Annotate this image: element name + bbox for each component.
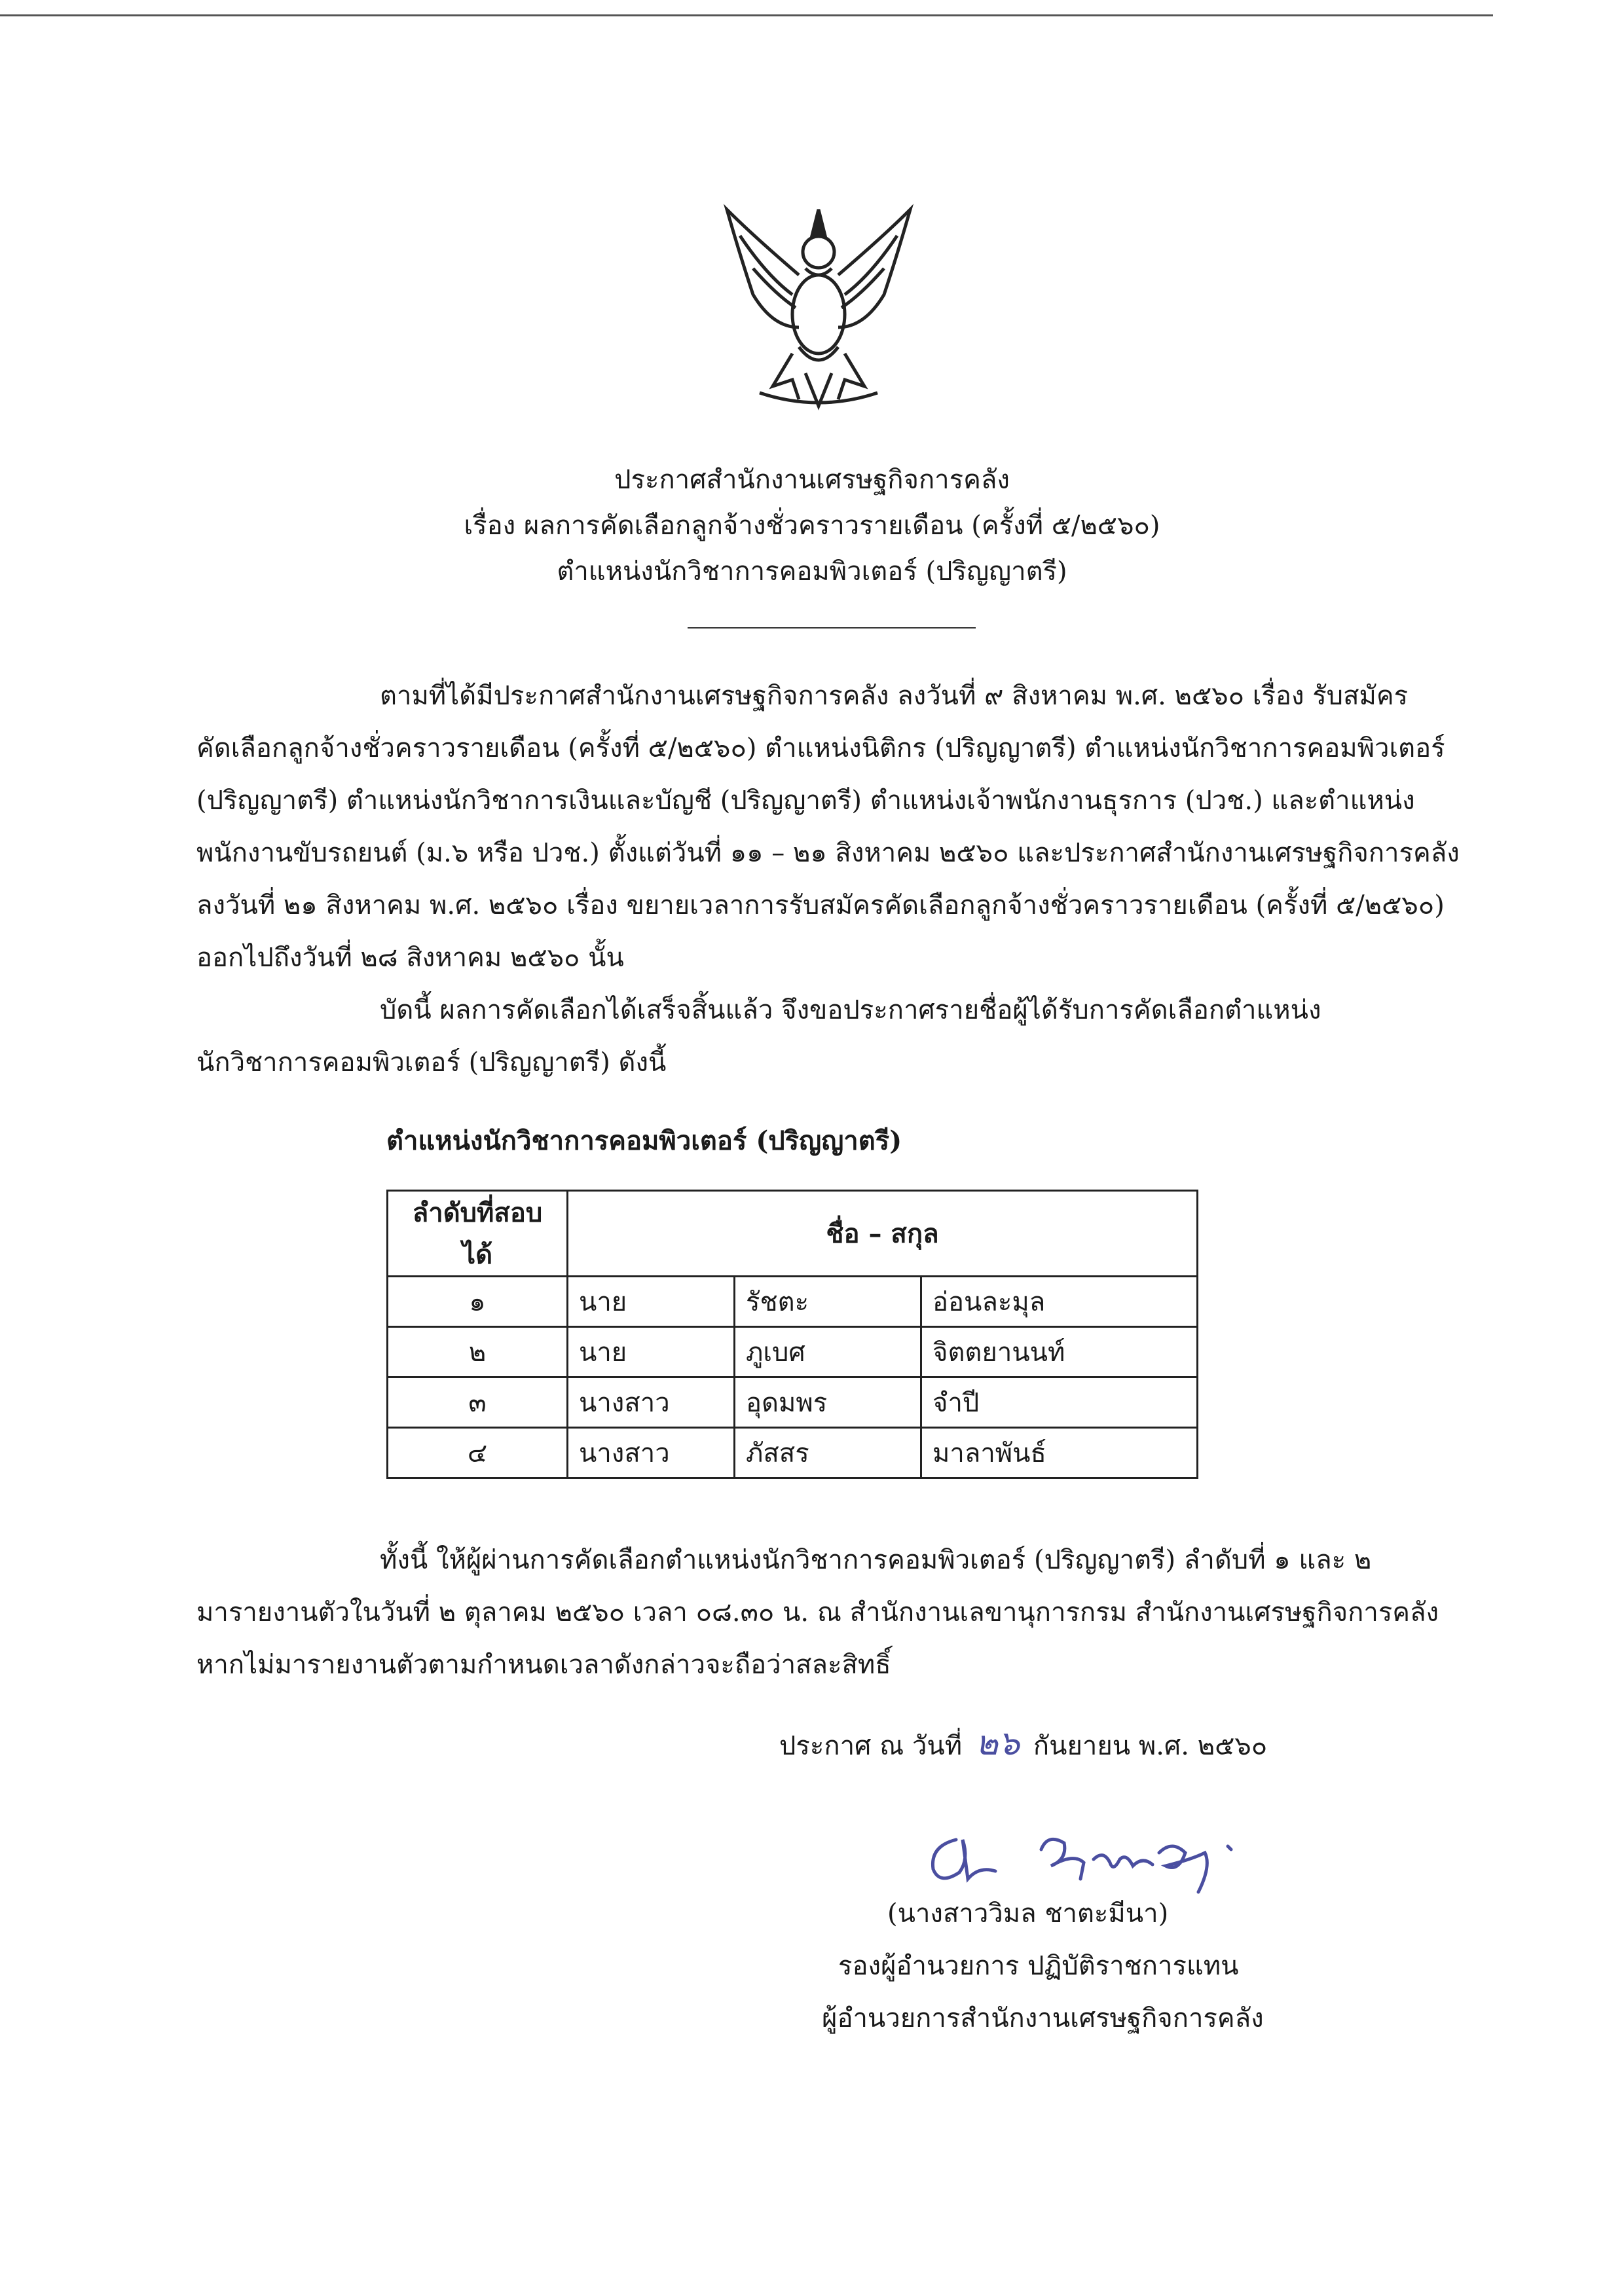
signer-title-1: รองผู้อำนวยการ ปฏิบัติราชการแทน (838, 1951, 1239, 1981)
announce-prefix: ประกาศ ณ วันที่ (779, 1731, 963, 1761)
paragraph-1-line-2: คัดเลือกลูกจ้างชั่วคราวรายเดือน (ครั้งที่ ๕/๒๕๖๐) ตำแหน่งนิติกร (ปริญญาตรี) ตำแหน่งนักวิชาการคอมพิวเตอร์ (196, 733, 1445, 763)
paragraph-3-line-2: มารายงานตัวในวันที่ ๒ ตุลาคม ๒๕๖๐ เวลา ๐๘.๓๐ น. ณ สำนักงานเลขานุการกรม สำนักงานเศรษฐกิจการคลัง (196, 1597, 1439, 1628)
announcement-title: ประกาศสำนักงานเศรษฐกิจการคลัง (614, 465, 1010, 495)
position-line: ตำแหน่งนักวิชาการคอมพิวเตอร์ (ปริญญาตรี) (557, 556, 1067, 587)
last-name-cell: จิตตยานนท์ (921, 1327, 1198, 1377)
header-name: ชื่อ – สกุล (568, 1191, 1198, 1277)
table-row (388, 1327, 1198, 1377)
position-heading: ตำแหน่งนักวิชาการคอมพิวเตอร์ (ปริญญาตรี) (386, 1125, 902, 1156)
paragraph-1-line-6: ออกไปถึงวันที่ ๒๘ สิงหาคม ๒๕๖๐ นั้น (196, 943, 624, 973)
rank-cell: ๓ (388, 1377, 568, 1428)
header-divider (688, 627, 976, 629)
table-row (388, 1428, 1198, 1478)
table-row (388, 1377, 1198, 1428)
garuda-emblem-icon (714, 196, 923, 412)
paragraph-2-line-1: บัดนี้ ผลการคัดเลือกได้เสร็จสิ้นแล้ว จึงขอประกาศรายชื่อผู้ได้รับการคัดเลือกตำแหน่ง (380, 995, 1321, 1025)
paragraph-1-line-3: (ปริญญาตรี) ตำแหน่งนักวิชาการเงินและบัญชี (ปริญญาตรี) ตำแหน่งเจ้าพนักงานธุรการ (ปวช.) และตำแหน่ง (196, 786, 1415, 816)
announce-suffix: กันยายน พ.ศ. ๒๕๖๐ (1033, 1731, 1268, 1761)
signature-mark (917, 1813, 1257, 1899)
first-name-cell: รัชตะ (735, 1277, 921, 1327)
paragraph-1-line-5: ลงวันที่ ๒๑ สิงหาคม พ.ศ. ๒๕๖๐ เรื่อง ขยายเวลาการรับสมัครคัดเลือกลูกจ้างชั่วคราวรายเดือน (ครั้งที่ ๕/๒๕๖๐) (196, 890, 1445, 920)
title-cell: นางสาว (568, 1377, 735, 1428)
last-name-cell: จำปี (921, 1377, 1198, 1428)
subject-line: เรื่อง ผลการคัดเลือกลูกจ้างชั่วคราวรายเดือน (ครั้งที่ ๕/๒๕๖๐) (464, 511, 1160, 541)
last-name-cell: อ่อนละมุล (921, 1277, 1198, 1327)
table-row (388, 1277, 1198, 1327)
signer-name: (นางสาววิมล ชาตะมีนา) (887, 1899, 1169, 1929)
signer-title-2: ผู้อำนวยการสำนักงานเศรษฐกิจการคลัง (822, 2003, 1264, 2033)
paragraph-3-line-3: หากไม่มารายงานตัวตามกำหนดเวลาดังกล่าวจะถือว่าสละสิทธิ์ (196, 1650, 891, 1680)
paragraph-3-line-1: ทั้งนี้ ให้ผู้ผ่านการคัดเลือกตำแหน่งนักวิชาการคอมพิวเตอร์ (ปริญญาตรี) ลำดับที่ ๑ และ ๒ (380, 1545, 1372, 1575)
top-rule (0, 14, 1493, 16)
rank-cell: ๑ (388, 1277, 568, 1327)
paragraph-1-line-1: ตามที่ได้มีประกาศสำนักงานเศรษฐกิจการคลัง ลงวันที่ ๙ สิงหาคม พ.ศ. ๒๕๖๐ เรื่อง รับสมัคร (380, 681, 1409, 711)
paragraph-1-line-4: พนักงานขับรถยนต์ (ม.๖ หรือ ปวช.) ตั้งแต่วันที่ ๑๑ – ๒๑ สิงหาคม ๒๕๖๐ และประกาศสำนักงานเศรษฐกิจการคลัง (196, 838, 1460, 868)
title-cell: นาย (568, 1277, 735, 1327)
paragraph-2-line-2: นักวิชาการคอมพิวเตอร์ (ปริญญาตรี) ดังนี้ (196, 1048, 667, 1078)
title-cell: นางสาว (568, 1428, 735, 1478)
announce-date (779, 1715, 1267, 1770)
header-rank: ลำดับที่สอบได้ (388, 1191, 568, 1277)
last-name-cell: มาลาพันธ์ (921, 1428, 1198, 1478)
title-cell: นาย (568, 1327, 735, 1377)
rank-cell: ๔ (388, 1428, 568, 1478)
first-name-cell: ภูเบศ (735, 1327, 921, 1377)
announce-day: ๒๖ (975, 1724, 1020, 1763)
first-name-cell: อุดมพร (735, 1377, 921, 1428)
results-table (386, 1190, 1198, 1479)
rank-cell: ๒ (388, 1327, 568, 1377)
table-header-row (388, 1191, 1198, 1277)
first-name-cell: ภัสสร (735, 1428, 921, 1478)
